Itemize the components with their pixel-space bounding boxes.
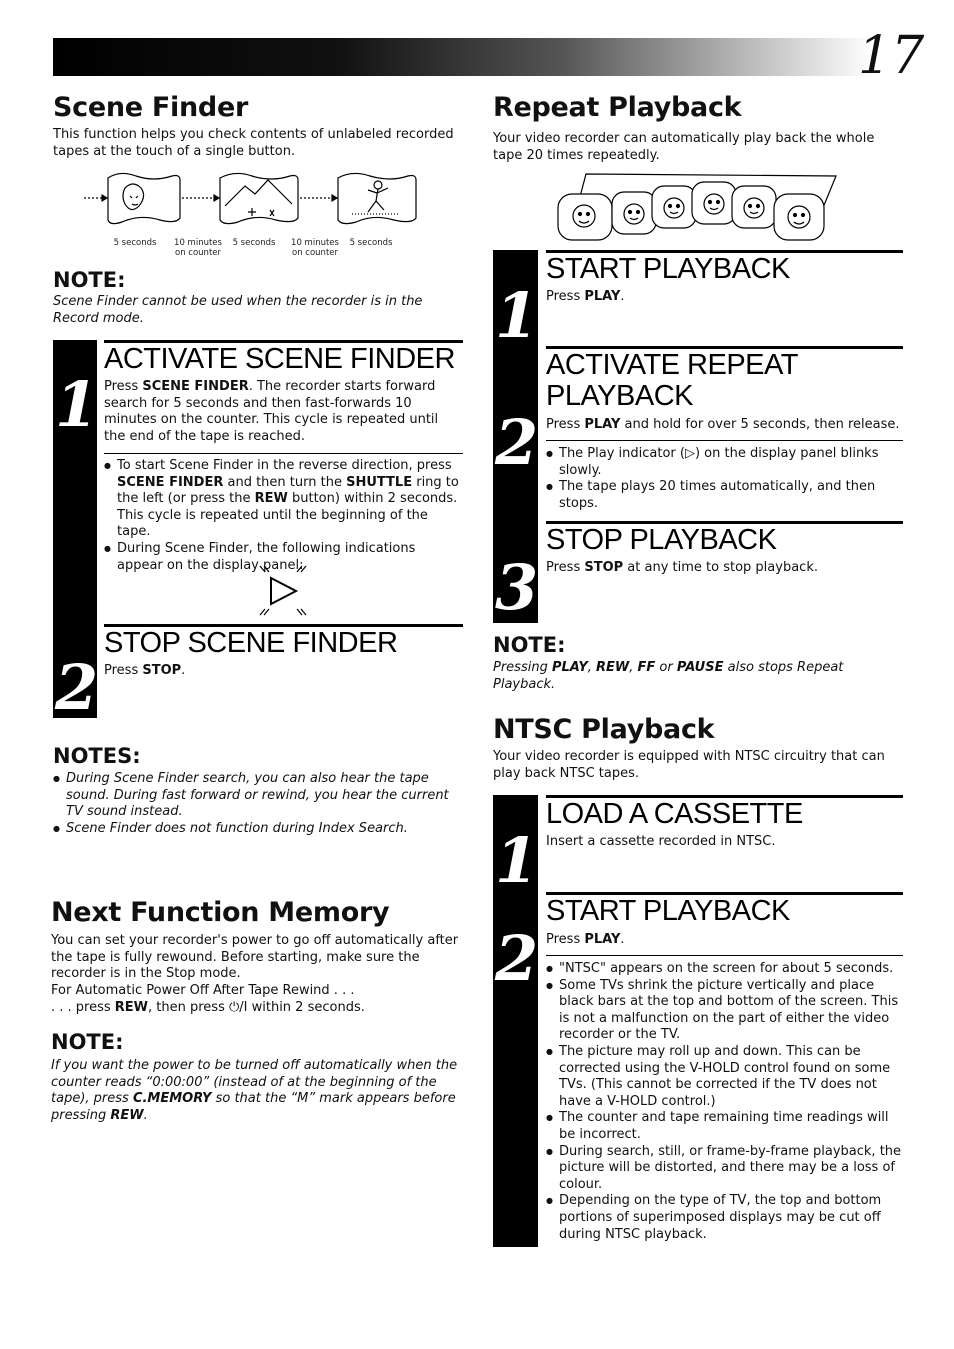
list-item: ● During search, still, or frame-by-frame playback, the picture will be distorted, and there may be a loss of colour. <box>546 1144 904 1194</box>
step-number: 1 <box>55 368 99 441</box>
step-text: Press PLAY and hold for over 5 seconds, then release. <box>546 417 900 432</box>
next-function-note-heading: NOTE: <box>51 1030 124 1054</box>
next-function-text: You can set your recorder's power to go off automatically after the tape is fully rewound. Before starting, make sure the recorder is in the Stop mode. <box>51 933 459 982</box>
diagram-label: 5 seconds <box>113 238 157 248</box>
step-title: LOAD A CASSETTE <box>546 798 803 830</box>
step-title: PLAYBACK <box>546 380 693 412</box>
ntsc-bullets <box>546 961 904 1243</box>
step-title: STOP SCENE FINDER <box>104 627 398 659</box>
scene-finder-notes <box>53 771 465 837</box>
step-bullets <box>104 458 464 574</box>
divider <box>546 440 903 441</box>
step-title: START PLAYBACK <box>546 253 790 285</box>
repeat-note-text: Pressing PLAY, REW, FF or PAUSE also stops Repeat Playback. <box>493 660 844 692</box>
ntsc-title: NTSC Playback <box>493 714 715 745</box>
step-number: 2 <box>55 651 99 724</box>
step-number: 2 <box>495 922 539 995</box>
next-function-note-text: If you want the power to be turned off automatically when the counter reads “0:00:00” (instead of at the beginning of the tape), press C.MEMORY so that the “M” mark appears before pressing REW. <box>51 1058 458 1123</box>
step-number: 3 <box>495 551 539 624</box>
step-number: 2 <box>495 406 539 479</box>
play-indicator-icon <box>254 562 310 618</box>
diagram-label: 10 minutes on counter <box>174 238 222 258</box>
list-item: ● To start Scene Finder in the reverse direction, press SCENE FINDER and then turn the SHUTTLE ring to the left (or press the REW button) within 2 seconds. This cycle is repeated until the beginning of the tape. <box>104 458 464 541</box>
list-item: ● During Scene Finder search, you can also hear the tape sound. During fast forward or rewind, you hear the current TV sound instead. <box>53 771 465 821</box>
next-function-text: For Automatic Power Off After Tape Rewind . . . <box>51 983 355 998</box>
list-item: ● During Scene Finder, the following indications appear on the display panel: <box>104 541 464 574</box>
repeat-playback-intro: Your video recorder can automatically play back the whole tape 20 times repeatedly. <box>493 131 875 163</box>
diagram-label: 5 seconds <box>232 238 276 248</box>
step-title: ACTIVATE REPEAT <box>546 349 798 381</box>
power-icon: ⏻/I <box>228 1000 248 1015</box>
step-text: Press SCENE FINDER. The recorder starts forward search for 5 seconds and then fast-forwards 10 minutes on the counter. This cycle is repeated until the end of the tape is reached. <box>104 379 439 444</box>
step-text: Press STOP. <box>104 663 186 678</box>
step-bullets <box>546 446 891 512</box>
list-item: ● Scene Finder does not function during Index Search. <box>53 821 465 838</box>
scene-finder-intro: This function helps you check contents of unlabeled recorded tapes at the touch of a single button. <box>53 127 454 159</box>
page-number: 17 <box>858 26 925 86</box>
repeat-playback-illustration <box>556 172 838 244</box>
list-item: ● The tape plays 20 times automatically, and then stops. <box>546 479 891 512</box>
ntsc-intro: Your video recorder is equipped with NTSC circuitry that can play back NTSC tapes. <box>493 749 885 781</box>
list-item: ● The counter and tape remaining time readings will be incorrect. <box>546 1110 904 1143</box>
step-title: START PLAYBACK <box>546 895 790 927</box>
step-number: 1 <box>495 279 539 352</box>
step-title: STOP PLAYBACK <box>546 524 777 556</box>
list-item: ● The Play indicator (▷) on the display panel blinks slowly. <box>546 446 891 479</box>
repeat-note-heading: NOTE: <box>493 633 566 657</box>
header-gradient-bar <box>53 38 873 76</box>
list-item: ● Depending on the type of TV, the top and bottom portions of superimposed displays may be cut off during NTSC playback. <box>546 1193 904 1243</box>
list-item: ● "NTSC" appears on the screen for about 5 seconds. <box>546 961 904 978</box>
scene-finder-note-heading: NOTE: <box>53 268 126 292</box>
list-item: ● The picture may roll up and down. This can be corrected using the V-HOLD control found on some TVs. (This cannot be corrected if the TV does not have a V-HOLD control.) <box>546 1044 904 1110</box>
diagram-label: 10 minutes on counter <box>291 238 339 258</box>
step-number: 1 <box>495 824 539 897</box>
step-text: Press STOP at any time to stop playback. <box>546 560 818 575</box>
step-title: ACTIVATE SCENE FINDER <box>104 343 455 375</box>
diagram-label: 5 seconds <box>349 238 393 248</box>
step-text: Insert a cassette recorded in NTSC. <box>546 834 776 849</box>
scene-finder-title: Scene Finder <box>53 92 248 123</box>
next-function-title: Next Function Memory <box>51 897 390 928</box>
step-text: Press PLAY. <box>546 932 625 947</box>
divider <box>546 955 903 956</box>
next-function-text: . . . press REW, then press ⏻/I within 2 seconds. <box>51 1000 365 1015</box>
scene-finder-notes-heading: NOTES: <box>53 744 141 768</box>
divider <box>104 453 463 454</box>
step-text: Press PLAY. <box>546 289 625 304</box>
repeat-playback-title: Repeat Playback <box>493 92 742 123</box>
scene-finder-note-text: Scene Finder cannot be used when the recorder is in the Record mode. <box>53 294 423 326</box>
list-item: ● Some TVs shrink the picture vertically and place black bars at the top and bottom of the screen. This is not a malfunction on the part of either the video recorder or the TV. <box>546 978 904 1044</box>
